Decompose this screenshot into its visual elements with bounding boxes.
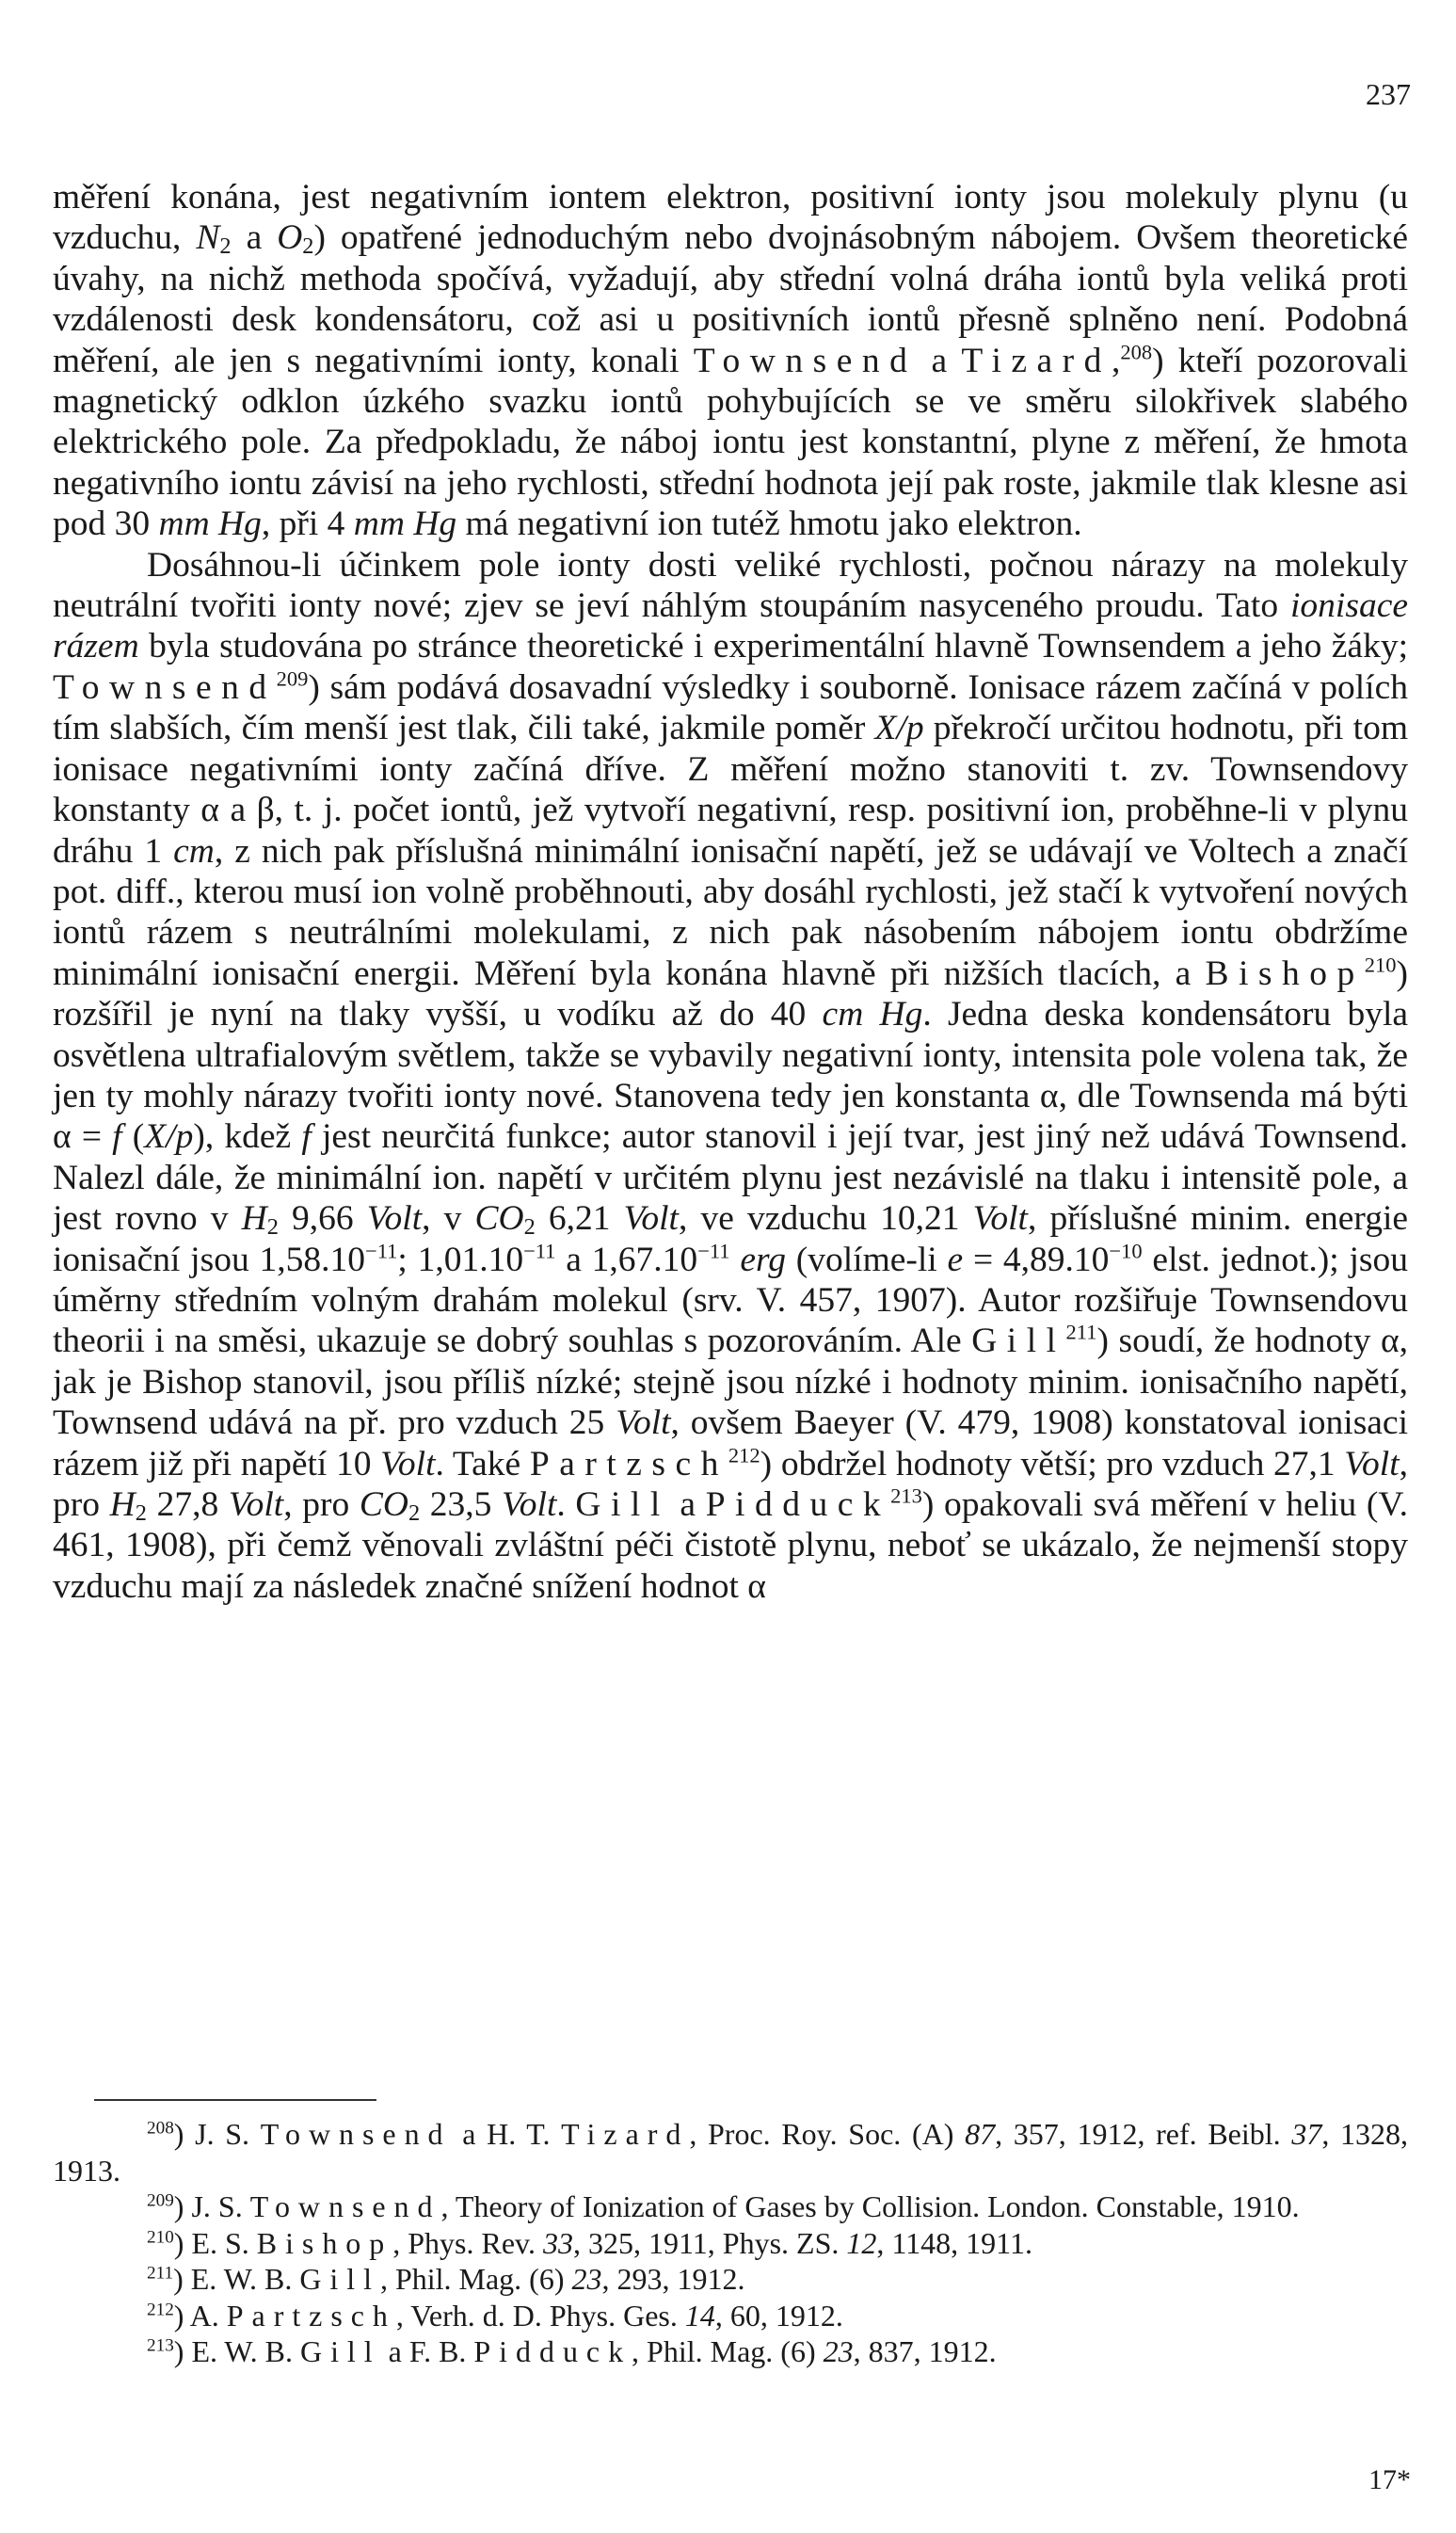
italic-text: ionisace rázem bbox=[53, 586, 1408, 666]
text-run: měření konána, jest negativním iontem elektron, positivní ionty jsou molekuly plynu (u vzduchu, bbox=[53, 178, 1408, 258]
spaced-name: Bishop bbox=[1205, 954, 1365, 993]
spaced-name: Pidduck bbox=[705, 1485, 891, 1524]
text-run: ) A. bbox=[173, 2298, 227, 2333]
italic-text: Volt bbox=[616, 1403, 671, 1443]
text-run: , Phil. Mag. (6) bbox=[632, 2334, 824, 2368]
footnotes bbox=[53, 2116, 1408, 2370]
text-run: 9,66 bbox=[278, 1199, 367, 1239]
italic-text: mm Hg bbox=[158, 505, 262, 544]
footnote bbox=[53, 2188, 1408, 2225]
spaced-name: Gill bbox=[299, 2262, 380, 2296]
text-run: , ovšem Baeyer (V. 479, 1908) konstatoval ionisaci rázem již při napětí 10 bbox=[53, 1403, 1408, 1483]
italic-text: Volt bbox=[228, 1485, 284, 1524]
italic-text: mm Hg bbox=[353, 505, 457, 544]
spaced-name: Partzsch bbox=[226, 2298, 396, 2333]
superscript-ref: −11 bbox=[697, 1239, 730, 1263]
italic-text: Volt bbox=[623, 1199, 679, 1239]
italic-text: O bbox=[277, 218, 303, 258]
text-run: , Phys. Rev. bbox=[392, 2225, 543, 2260]
spaced-name: Tizard bbox=[561, 2117, 690, 2151]
footnote bbox=[53, 2333, 1408, 2370]
spaced-name: Pidduck bbox=[473, 2334, 632, 2368]
text-run: , ve vzduchu 10,21 bbox=[678, 1199, 973, 1239]
italic-text: H bbox=[109, 1485, 136, 1524]
superscript-ref: 210 bbox=[1364, 953, 1397, 977]
text-run: = 4,89.10 bbox=[963, 1240, 1110, 1279]
text-run: má negativní ion tutéž hmotu jako elektron. bbox=[456, 505, 1082, 544]
text-run bbox=[730, 1241, 741, 1279]
text-run: ) obdržel hodnoty větší; pro vzduch 27,1 bbox=[760, 1444, 1345, 1483]
spaced-name: Townsend bbox=[53, 667, 277, 707]
text-run: , 1148, 1911. bbox=[876, 2225, 1032, 2260]
text-run: , 293, 1912. bbox=[601, 2262, 745, 2296]
text-run: a bbox=[231, 218, 278, 258]
footnote-divider bbox=[94, 2099, 376, 2101]
superscript-ref: −10 bbox=[1109, 1239, 1143, 1263]
text-run: a bbox=[669, 1485, 706, 1524]
italic-text: f bbox=[112, 1117, 122, 1157]
text-run: a H. T. bbox=[451, 2117, 562, 2151]
text-run: ) opatřené jednoduchým nebo dvojnásobným nábojem. Ovšem theoretické úvahy, na nichž methoda spočívá, vyžadují, aby střední volná dráha iontů byla veliká proti vzdálenosti desk kondensátoru, což asi u positivních iontů přesně splněno není. Podobná měření, ale jen s negativními ionty, konali bbox=[53, 218, 1408, 380]
footnote bbox=[53, 2261, 1408, 2298]
spaced-name: Bishop bbox=[256, 2225, 393, 2260]
text-run: , 837, 1912. bbox=[853, 2334, 997, 2368]
spaced-name: Tizard bbox=[961, 341, 1112, 380]
superscript-ref: 211 bbox=[147, 2263, 174, 2284]
signature-mark: 17* bbox=[1368, 2464, 1411, 2495]
italic-text: 23 bbox=[571, 2262, 602, 2296]
superscript-ref: 211 bbox=[1065, 1320, 1097, 1344]
italic-text: 33 bbox=[542, 2225, 573, 2260]
page-number: 237 bbox=[1366, 77, 1411, 111]
superscript-ref: 208 bbox=[147, 2118, 174, 2139]
text-run: a 1,67.10 bbox=[555, 1240, 698, 1279]
italic-text: cm Hg bbox=[822, 995, 923, 1034]
italic-text: 87 bbox=[965, 2117, 996, 2151]
italic-text: Volt bbox=[366, 1199, 423, 1239]
text-run: ) soudí, že hodnoty α, jak je Bishop stanovil, jsou příliš nízké; stejně jsou nízké i hodnoty minim. ionisačního napětí, Townsend udává na př. pro vzduch 25 bbox=[53, 1322, 1408, 1443]
text-run: ) J. S. bbox=[173, 2117, 261, 2151]
spaced-name: Townsend bbox=[260, 2117, 452, 2151]
italic-text: Volt bbox=[1344, 1444, 1400, 1483]
italic-text: Volt bbox=[972, 1199, 1028, 1239]
superscript-ref: 208 bbox=[1120, 340, 1153, 364]
spaced-name: Townsend bbox=[693, 341, 918, 380]
text-run: , při 4 bbox=[261, 505, 354, 544]
text-run: ) sám podává dosavadní výsledky i souborně. Ionisace rázem začíná v polích tím slabších, čím menší jest tlak, čili také, jakmile poměr bbox=[53, 667, 1408, 748]
text-run: překročí určitou hodnotu, při tom ionisace negativními ionty začíná dříve. Z měření možno stanoviti t. zv. Townsendovy konstanty α a β, t. j. počet iontů, jež vytvoří negativní, resp. positivní ion, proběhne-li v plynu dráhu 1 bbox=[53, 709, 1408, 871]
superscript-ref: 212 bbox=[728, 1443, 760, 1467]
text-run: , příslušné minim. energie ionisační jsou 1,58.10 bbox=[53, 1199, 1409, 1279]
italic-text: X/p bbox=[874, 709, 924, 748]
superscript-ref: 213 bbox=[890, 1483, 922, 1508]
spaced-name: Gill bbox=[971, 1322, 1066, 1361]
superscript-ref: 210 bbox=[147, 2226, 174, 2247]
footnote bbox=[53, 2298, 1408, 2334]
text-run: , v bbox=[422, 1199, 475, 1239]
italic-text: H bbox=[241, 1199, 267, 1239]
text-run: ) kteří pozorovali magnetický odklon úzkého svazku iontů pohybujících se ve směru silokřivek slabého elektrického pole. Za předpokladu, že náboj iontu jest konstantní, plyne z měření, že hmota negativního iontu závisí na jeho rychlosti, střední hodnota její pak roste, jakmile tlak klesne asi pod 30 bbox=[53, 341, 1408, 544]
text-run: 27,8 bbox=[146, 1485, 229, 1524]
italic-text: CO bbox=[359, 1485, 408, 1524]
paragraph bbox=[53, 177, 1408, 545]
spaced-name: Townsend bbox=[249, 2189, 441, 2223]
superscript-ref: −11 bbox=[365, 1239, 398, 1263]
text-run: ) rozšířil je nyní na tlaky vyšší, u vodíku až do 40 bbox=[53, 954, 1408, 1034]
italic-text: cm bbox=[173, 831, 215, 871]
italic-text: 23 bbox=[823, 2334, 854, 2368]
italic-text: N bbox=[196, 218, 220, 258]
text-run: . Jedna deska kondensátoru byla osvětlena ultrafialovým světlem, takže se vybavily negativní ionty, intensita pole volena tak, že jen ty mohly nárazy tvořiti ionty nové. Stanovena tedy jen konstanta α, dle Townsenda má býti α = bbox=[53, 995, 1409, 1157]
text-run: ( bbox=[121, 1117, 145, 1157]
italic-text: e bbox=[947, 1240, 964, 1279]
superscript-ref: −11 bbox=[523, 1239, 556, 1263]
text-run: , 357, 1912, ref. Beibl. bbox=[995, 2117, 1292, 2151]
superscript-ref: 213 bbox=[147, 2335, 174, 2356]
text-run: ) E. W. B. bbox=[173, 2262, 300, 2296]
italic-text: X/p bbox=[144, 1117, 194, 1157]
text-run: byla studována po stránce theoretické i experimentální hlavně Townsendem a jeho žáky; bbox=[138, 627, 1408, 666]
italic-text: CO bbox=[474, 1199, 524, 1239]
superscript-ref: 209 bbox=[147, 2190, 174, 2211]
italic-text: Volt bbox=[380, 1444, 436, 1483]
italic-text: 37 bbox=[1291, 2117, 1322, 2151]
text-run: ) E. W. B. bbox=[173, 2334, 301, 2368]
subscript: 2 bbox=[523, 1214, 536, 1241]
spaced-name: Gill bbox=[575, 1485, 670, 1524]
text-run: , 325, 1911, Phys. ZS. bbox=[572, 2225, 847, 2260]
italic-text: Volt bbox=[502, 1485, 557, 1524]
text-run: , bbox=[1111, 341, 1121, 380]
text-run: 6,21 bbox=[535, 1199, 624, 1239]
footnote bbox=[53, 2225, 1408, 2262]
text-run: a bbox=[917, 341, 962, 380]
text-run: , pro bbox=[53, 1444, 1409, 1524]
superscript-ref: 212 bbox=[147, 2299, 174, 2319]
italic-text: erg bbox=[740, 1240, 786, 1279]
text-run: , z nich pak příslušná minimální ionisační napětí, jež se udávají ve Voltech a značí pot. diff., kterou musí ion volně proběhnouti, aby dosáhl rychlosti, jež stačí k vytvoření nových iontů rázem s neutrálními molekulami, z nich pak násobením nábojem iontu obdržíme minimální ionisační energii. Měření byla konána hlavně při nižších tlacích, a bbox=[53, 831, 1408, 993]
text-run: Dosáhnou-li účinkem pole ionty dosti veliké rychlosti, počnou nárazy na molekuly neutrální tvořiti ionty nové; zjev se jeví náhlým stoupáním nasyceného proudu. Tato bbox=[53, 545, 1408, 626]
text-run: ) J. S. bbox=[173, 2189, 250, 2223]
italic-text: 12 bbox=[846, 2225, 877, 2260]
text-run: , Phil. Mag. (6) bbox=[379, 2262, 572, 2296]
text-run: , Verh. d. D. Phys. Ges. bbox=[395, 2298, 685, 2333]
superscript-ref: 209 bbox=[276, 666, 309, 691]
text-run: , 1328, 1913. bbox=[53, 2117, 1409, 2188]
text-run: a F. B. bbox=[380, 2334, 474, 2368]
text-run: , Proc. Roy. Soc. (A) bbox=[689, 2117, 966, 2151]
text-run: ) opakovali svá měření v heliu (V. 461, 1908), při čemž věnovali zvláštní péči čistotě plynu, neboť se ukázalo, že nejmenší stopy vzduchu mají za následek značné snížení hodnot α bbox=[53, 1485, 1409, 1606]
text-run: , Theory of Ionization of Gases by Collision. London. Constable, 1910. bbox=[440, 2189, 1300, 2223]
paragraph bbox=[53, 545, 1408, 1608]
text-run: . Také bbox=[435, 1444, 530, 1483]
text-run: ; 1,01.10 bbox=[397, 1240, 524, 1279]
text-run: , 60, 1912. bbox=[714, 2298, 843, 2333]
text-run: . bbox=[556, 1485, 576, 1524]
text-run: elst. jednot.); jsou úměrny středním volným drahám molekul (srv. V. 457, 1907). Autor rozšiřuje Townsendovu theorii i na směsi, ukazuje se dobrý souhlas s pozorováním. Ale bbox=[53, 1240, 1408, 1361]
text-run: ), kdež bbox=[193, 1117, 302, 1157]
italic-text: f bbox=[301, 1117, 312, 1157]
subscript: 2 bbox=[135, 1499, 147, 1526]
subscript: 2 bbox=[408, 1499, 421, 1526]
text-run: (volíme-li bbox=[785, 1240, 948, 1279]
italic-text: 14 bbox=[684, 2298, 715, 2333]
body-text bbox=[53, 177, 1408, 1607]
text-run: , pro bbox=[283, 1485, 360, 1524]
spaced-name: Partzsch bbox=[529, 1444, 728, 1483]
subscript: 2 bbox=[219, 233, 232, 260]
subscript: 2 bbox=[302, 233, 314, 260]
text-run: ) E. S. bbox=[173, 2225, 257, 2260]
spaced-name: Gill bbox=[300, 2334, 381, 2368]
text-run: jest neurčitá funkce; autor stanovil i její tvar, jest jiný než udává Townsend. Nalezl dále, že minimální ion. napětí v určitém plynu jest nezávislé na tlaku i intensitě pole, a jest rovno v bbox=[53, 1117, 1408, 1239]
footnote bbox=[53, 2116, 1408, 2188]
text-run: 23,5 bbox=[420, 1485, 503, 1524]
subscript: 2 bbox=[266, 1214, 279, 1241]
